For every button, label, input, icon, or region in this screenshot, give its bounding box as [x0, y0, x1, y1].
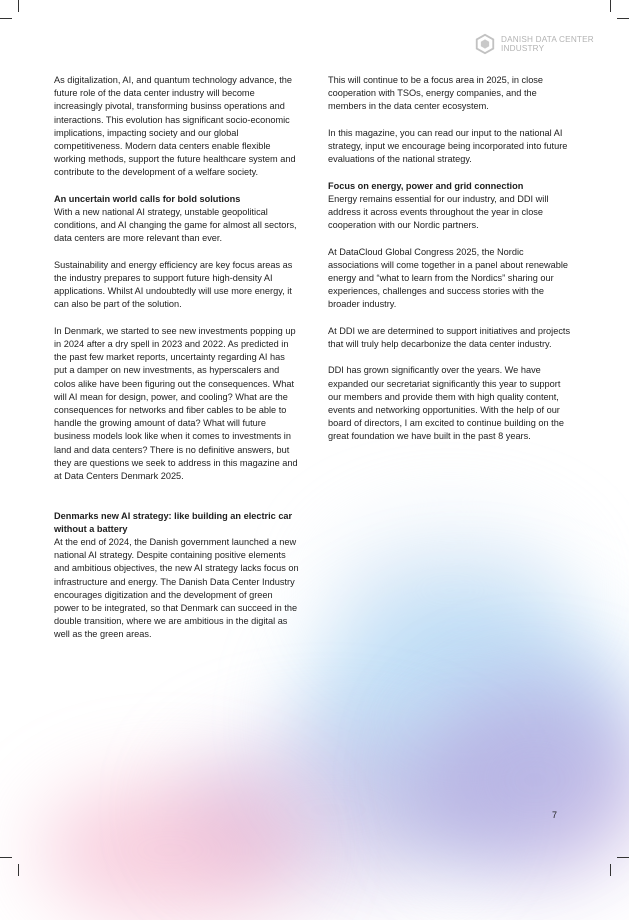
section-heading: Denmarks new AI strategy: like building an electric car without a battery	[54, 510, 293, 534]
body-paragraph: At the end of 2024, the Danish government launched a new national AI strategy. Despite containing positive elements and ambitious objectives, the new AI strategy lacks focus on infrastructure and energy. The Danish Data Center Industry encourages digitization and the development of green power to be integrated, so that Denmark can succeed in the double transition, where we are ambitious in the digital as well as the green areas.	[54, 537, 299, 640]
intro-paragraph: As digitalization, AI, and quantum technology advance, the future role of the data center industry will become increasingly pivotal, transforming businss operations and interactions. This evolution has significant socio-economic implications, impacting society and our global competitiveness. Modern data centers enable flexible working methods, support the future healthcare system and contribute to the development of a welfare society.	[54, 75, 296, 178]
crop-mark	[18, 0, 19, 12]
crop-mark	[617, 857, 629, 858]
logo-wordmark	[501, 35, 594, 53]
section-heading: Focus on energy, power and grid connection	[328, 180, 524, 191]
crop-mark	[617, 18, 629, 19]
body-paragraph: Sustainability and energy efficiency are key focus areas as the industry prepares to support future high-density AI applications. Whilst AI undoubtedly will use more energy, it can also be part of the solution.	[54, 259, 293, 310]
body-paragraph: In Denmark, we started to see new investments popping up in 2024 after a dry spell in 2023 and 2022. As predicted in the past few market reports, uncertainty regarding AI has put a damper on new investments, as hyperscalers and colos alike have been figuring out the consequences. What will AI mean for design, power, and cooling? What are the consequences for networks and fiber cables to be able to handle the growing amount of data? What will future business models look like when it comes to investments in land and data centers? There is no definitive answers, but they are questions we seek to address in this magazine and at Data Centers Denmark 2025.	[54, 325, 298, 482]
body-paragraph: In this magazine, you can read our input to the national AI strategy, input we encourage being incorporated into future evaluations of the national strategy.	[328, 127, 568, 165]
crop-mark	[610, 0, 611, 12]
left-column	[54, 74, 300, 655]
logo-line-2: INDUSTRY	[501, 44, 545, 53]
section-heading: An uncertain world calls for bold solutions	[54, 193, 241, 204]
crop-mark	[0, 18, 12, 19]
body-paragraph: With a new national AI strategy, unstable geopolitical conditions, and AI changing the game for almost all sectors, data centers are more relevant than ever.	[54, 207, 297, 244]
background-gradient-blob	[40, 780, 300, 920]
crop-mark	[18, 864, 19, 876]
body-paragraph: DDI has grown significantly over the years. We have expanded our secretariat significantly this year to support our members and provide them with high quality content, events and networking opportunities. With the help of our board of directors, I am excited to continue building on the great foundation we have built in the past 8 years.	[328, 365, 564, 442]
right-column	[328, 74, 574, 457]
body-paragraph: Energy remains essential for our industry, and DDI will address it across events throughout the year in close cooperation with our Nordic partners.	[328, 193, 549, 231]
ddi-logo	[474, 33, 594, 55]
crop-mark	[0, 857, 12, 858]
body-paragraph: At DataCloud Global Congress 2025, the Nordic associations will come together in a panel about renewable energy and “what to learn from the Nordics” sharing our experiences, challenges and success stories with the broader industry.	[328, 246, 569, 310]
body-paragraph: This will continue to be a focus area in 2025, in close cooperation with TSOs, energy companies, and the members in the data center ecosystem.	[328, 75, 544, 112]
logo-line-1: DANISH DATA CENTER	[501, 35, 594, 44]
crop-mark	[610, 864, 611, 876]
page-number: 7	[552, 810, 558, 820]
ddi-logo-icon	[474, 33, 496, 55]
body-paragraph: At DDI we are determined to support initiatives and projects that will truly help decarbonize the data center industry.	[328, 325, 571, 349]
